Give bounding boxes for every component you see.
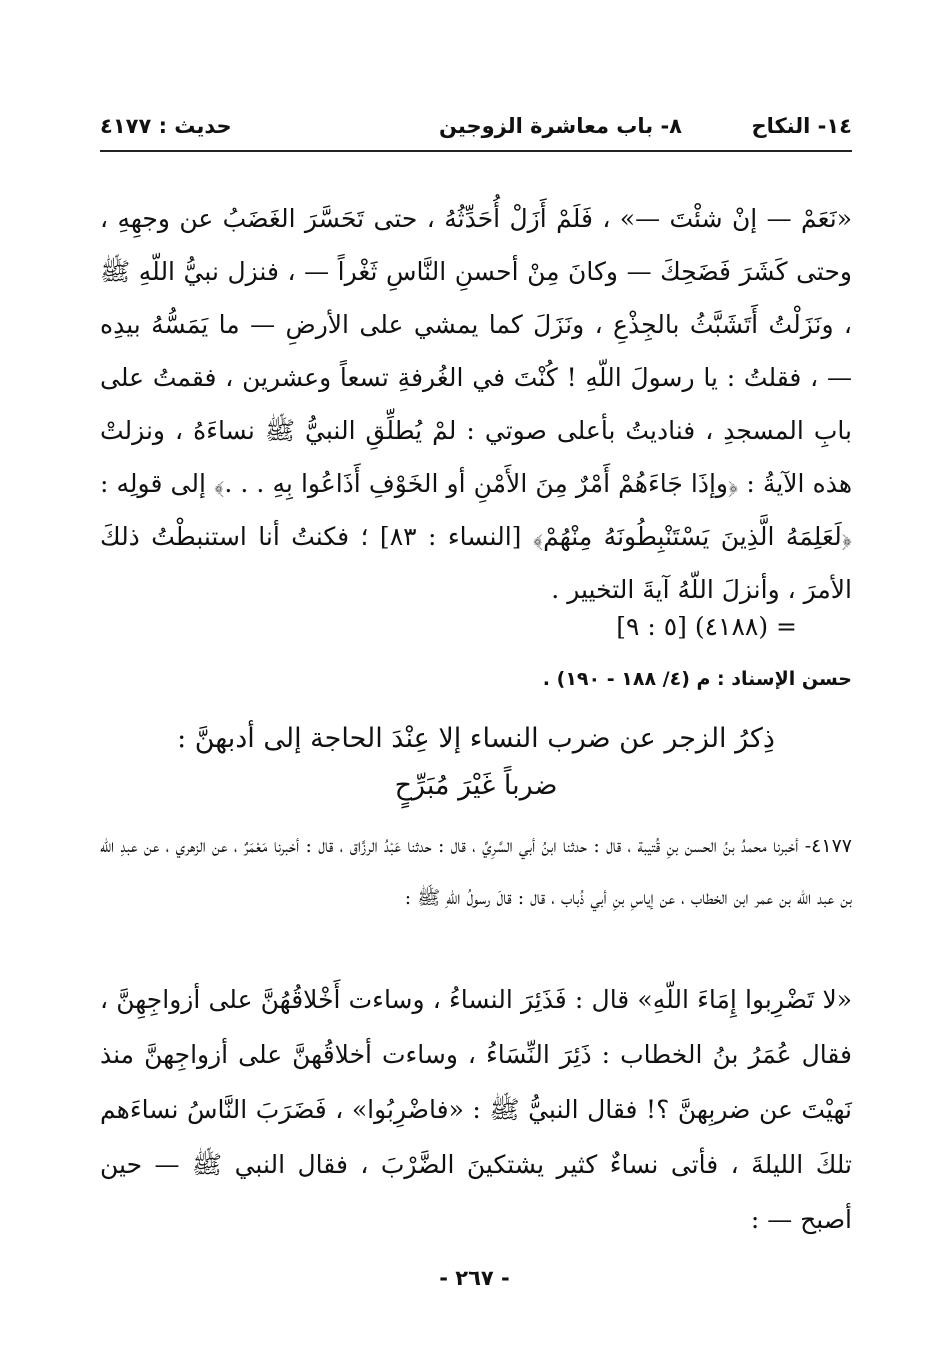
isnad-chain	[100, 820, 852, 924]
running-header	[100, 108, 852, 148]
chapter-heading-line-1: ذِكرُ الزجر عن ضرب النساء إلا عِنْدَ الحاجة إلى أدبهنَّ :	[177, 723, 775, 754]
isnad-grade: حسن الإسناد : م (٤/ ١٨٨ - ١٩٠) .	[542, 668, 852, 690]
paragraph: «نَعَمْ — إنْ شئْتَ —» ، فَلَمْ أَزَلْ أُحَدِّثُهُ ، حتى تَحَسَّرَ الغَضَبُ عن وجهِهِ ، وحتى كَشَرَ فَضَحِكَ — وكانَ مِنْ أحسنِ النَّاسِ ثَغْراً — ، فنزل نبيُّ اللّهِ ﷺ ، ونَزَلْتُ أَتَشَبَّثُ بالجِذْعِ ، ونَزَلَ كما يمشي على الأرضِ — ما يَمَسُّهُ بيدِه — ، فقلتُ : يا رسولَ اللّهِ ! كُنْتَ في الغُرفةِ تسعاً وعشرين ، فقمتُ على بابِ المسجدِ ، فناديتُ بأعلى صوتي : لمْ يُطلِّقِ النبيُّ ﷺ نساءَهُ ، ونزلتْ هذه الآيةُ : ﴿وإذَا جَاءَهُمْ أَمْرٌ مِنَ الأَمْنِ أو الخَوْفِ أَذَاعُوا بِهِ . . .﴾ إلى قولِه : ﴿لَعَلِمَهُ الَّذِينَ يَسْتَنْبِطُونَهُ مِنْهُمْ﴾ [النساء : ٨٣] ؛ فكنتُ أنا استنبطْتُ ذلكَ الأمرَ ، وأنزلَ اللّهُ آيةَ التخيير .	[100, 204, 852, 604]
paragraph: ٤١٧٧- أخبرنا محمدُ بنُ الحسن بنِ قُتيبة ، قال : حدثنا ابنُ أبي السَّرِيِّ ، قال : حدثنا عَبْدُ الرزَّاق ، قال : أخبرنا مَعْمَرٌ ، عن الزهري ، عن عبدِ اللّه بن عبد اللّه بن عمر ابن الخطاب ، عن إياسِ بنِ أبي ذُباب ، قال : قالَ رسولُ اللّهِ ﷺ :	[100, 835, 852, 909]
chapter-heading	[100, 715, 852, 809]
paragraph: «لا تَضْرِبوا إِمَاءَ اللّهِ» قال : فَذَئِرَ النساءُ ، وساءت أَخْلاقُهُنَّ على أزواجِهِنَّ ، فقال عُمَرُ بنُ الخطاب : ذَئِرَ النِّسَاءُ ، وساءت أخلاقُهنَّ على أزواجِهنَّ منذ نَهيْتَ عن ضربِهنَّ ؟! فقال النبيُّ ﷺ : «فاضْرِبُوا» ، فَضَرَبَ النَّاسُ نساءَهم تلكَ الليلةَ ، فأتى نساءٌ كثير يشتكينَ الضَّرْبَ ، فقال النبي ﷺ — حين أصبح — :	[100, 985, 852, 1234]
cross-reference: = (٤١٨٨) [٥ : ٩]	[616, 612, 797, 641]
page-number: - ٢٦٧ -	[439, 1266, 510, 1290]
hadith-text-continued	[100, 192, 852, 616]
chapter-heading-line-2: ضرباً غَيْرَ مُبَرِّحٍ	[394, 770, 558, 801]
hadith-number: حديث : ٤١٧٧	[100, 114, 232, 138]
section-title: ٨- باب معاشرة الزوجين	[438, 114, 682, 138]
chapter-title: ١٤- النكاح	[751, 114, 852, 138]
hadith-matn	[100, 972, 852, 1247]
header-divider	[100, 150, 852, 152]
